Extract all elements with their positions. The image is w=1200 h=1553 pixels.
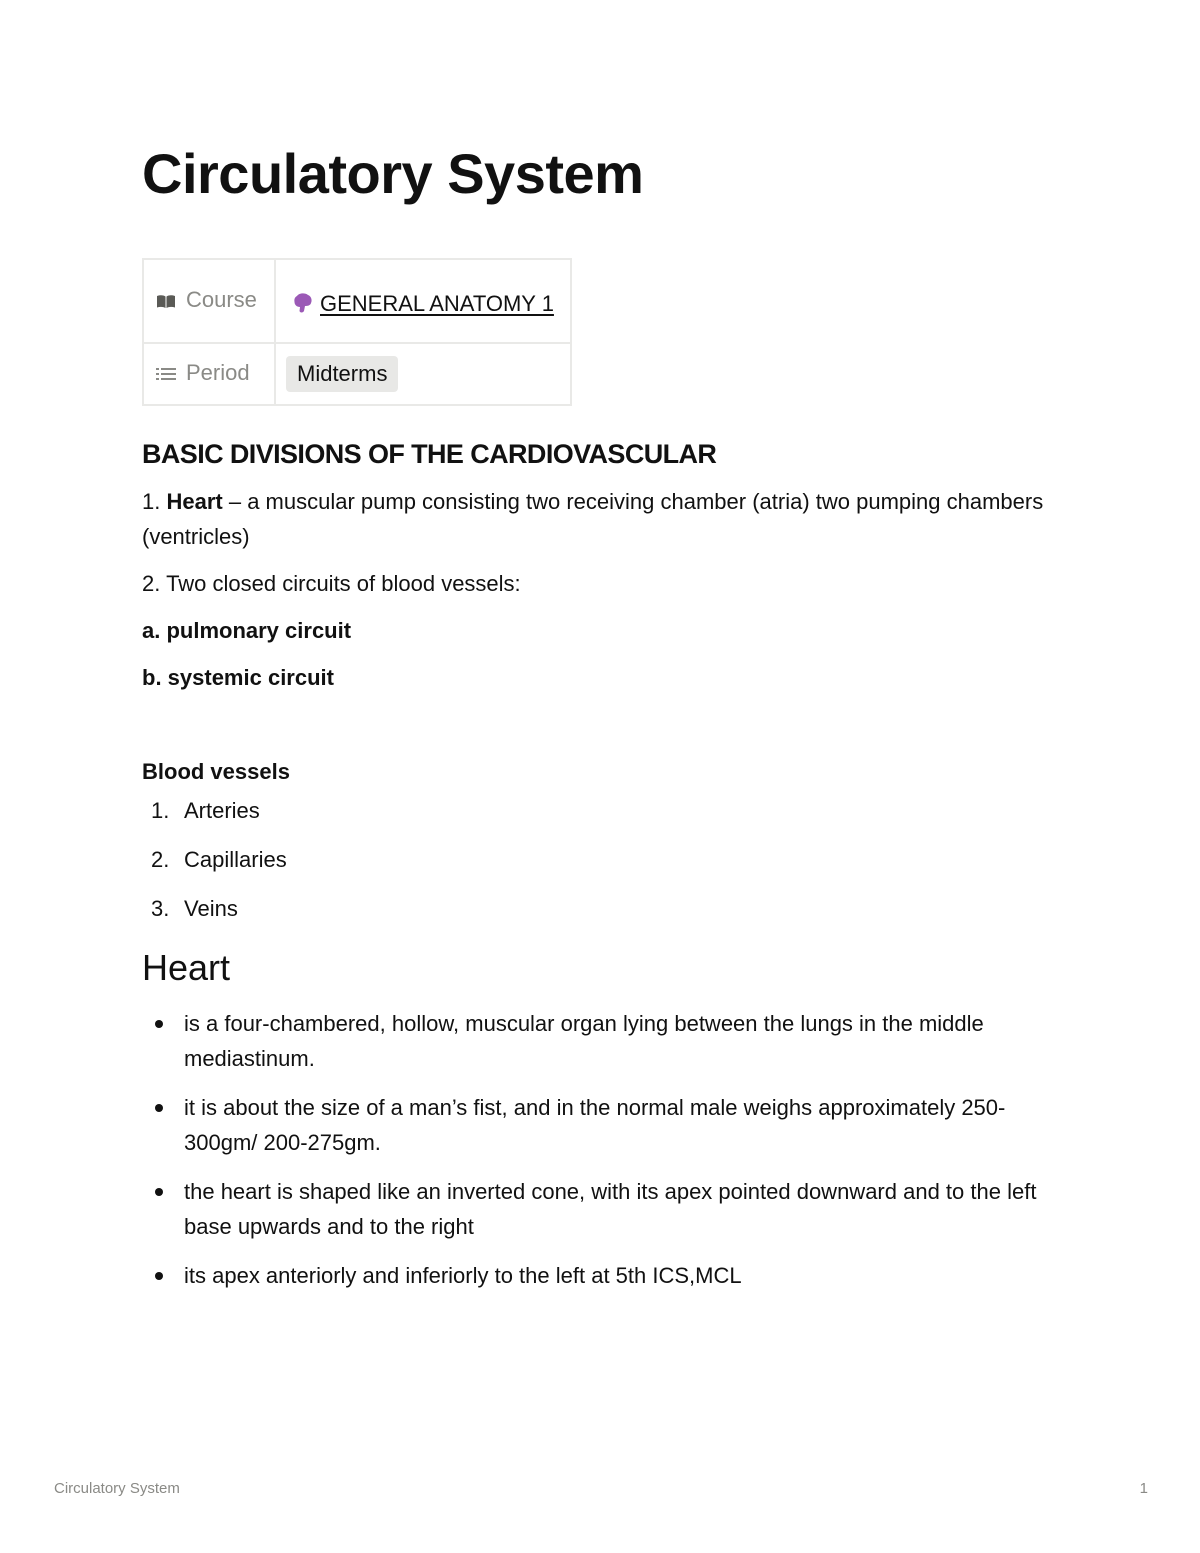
list-item-text: Arteries (184, 798, 260, 823)
bullet-dot (155, 1020, 163, 1028)
property-label-course: Course (186, 287, 257, 313)
footer-title: Circulatory System (54, 1480, 180, 1497)
list-item (142, 1174, 1062, 1244)
list-item-number: 2. (151, 847, 170, 872)
list-item (142, 891, 1062, 926)
course-link[interactable]: GENERAL ANATOMY 1 (320, 290, 554, 316)
list-item (142, 1090, 1062, 1160)
division-item-circuits: 2. Two closed circuits of blood vessels: (142, 571, 521, 596)
period-tag[interactable]: Midterms (286, 356, 398, 392)
page-title: Circulatory System (142, 142, 644, 205)
bullet-dot (155, 1272, 163, 1280)
list-item-text: the heart is shaped like an inverted cone, with its apex pointed downward and to the left base upwards and to the right (184, 1179, 1037, 1239)
empty-block (142, 707, 1062, 754)
bullet-dot (155, 1104, 163, 1112)
circuit-pulmonary: a. pulmonary circuit (142, 618, 352, 643)
list-icon (156, 362, 176, 388)
heart-bullet-list (142, 1006, 1062, 1293)
list-item-text: it is about the size of a man’s fist, and in the normal male weighs approximately 250-300gm/ 200-275gm. (184, 1095, 1006, 1155)
property-value-course (275, 259, 571, 343)
circuit-systemic: b. systemic circuit (142, 665, 334, 690)
division-item-text: – a muscular pump consisting two receiving chamber (atria) two pumping chambers (ventricles) (142, 489, 1044, 549)
page-content (142, 432, 1062, 1307)
property-row-course (143, 259, 571, 343)
property-value-period (275, 343, 571, 405)
list-item (142, 1006, 1062, 1076)
heart-heading: Heart (142, 947, 231, 988)
property-row-period (143, 343, 571, 405)
list-item (142, 842, 1062, 877)
brain-icon (292, 289, 314, 311)
list-item (142, 1258, 1062, 1293)
list-item-number: 3. (151, 896, 170, 921)
list-item-text: is a four-chambered, hollow, muscular organ lying between the lungs in the middle mediastinum. (184, 1011, 984, 1071)
division-item-bold: Heart (166, 489, 223, 514)
properties-table (142, 258, 572, 406)
blood-vessels-heading: Blood vessels (142, 759, 290, 784)
list-item-text: Veins (184, 896, 238, 921)
property-label-period: Period (186, 360, 250, 386)
list-item (142, 793, 1062, 828)
division-item-heart (142, 484, 1062, 554)
list-item-number: 1. (151, 798, 170, 823)
property-name-period (143, 343, 275, 405)
division-item-number: 1. (142, 489, 161, 514)
property-name-course (143, 259, 275, 343)
book-icon (156, 289, 176, 315)
blood-vessels-list (142, 793, 1062, 926)
divisions-heading: BASIC DIVISIONS OF THE CARDIOVASCULAR (142, 439, 717, 469)
list-item-text: Capillaries (184, 847, 287, 872)
bullet-dot (155, 1188, 163, 1196)
list-item-text: its apex anteriorly and inferiorly to the left at 5th ICS,MCL (184, 1263, 742, 1288)
footer-page-number: 1 (1139, 1480, 1148, 1497)
